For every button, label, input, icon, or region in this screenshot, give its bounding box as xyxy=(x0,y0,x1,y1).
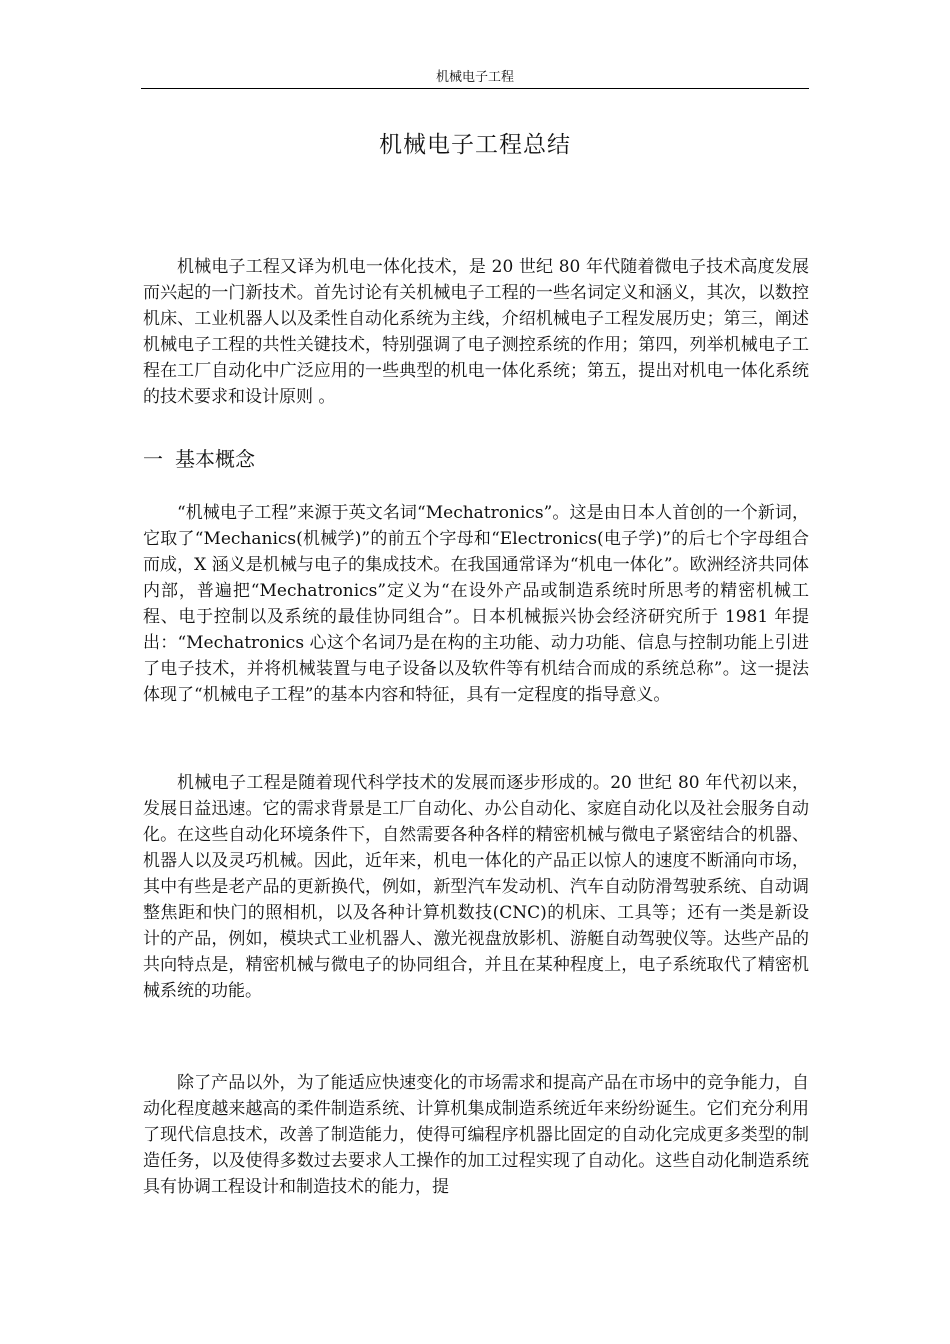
section-number: 一 xyxy=(143,447,163,471)
header-rule xyxy=(141,88,809,89)
section-heading xyxy=(143,445,255,473)
body-paragraph: 机械电子工程是随着现代科学技术的发展而逐步形成的。20 世纪 80 年代初以来，发展日益迅速。它的需求背景是工厂自动化、办公自动化、家庭自动化以及社会服务自动化。在这些自动化环境条件下，自然需要各种各样的精密机械与微电子紧密结合的机器、机器人以及灵巧机械。因此，近年来，机电一体化的产品正以惊人的速度不断涌向市场，其中有些是老产品的更新换代，例如，新型汽车发动机、汽车自动防滑驾驶系统、自动调整焦距和快门的照相机，以及各种计算机数技(CNC)的机床、工具等；还有一类是新设计的产品，例如，模块式工业机器人、激光视盘放影机、游艇自动驾驶仪等。达些产品的共向特点是，精密机械与微电子的协同组合，并且在某种程度上，电子系统取代了精密机械系统的功能。 xyxy=(143,773,809,1001)
section-title: 基本概念 xyxy=(175,447,255,471)
body-paragraph: “机械电子工程”来源于英文名词“Mechatronics”。这是由日本人首创的一个新词，它取了“Mechanics(机械学)”的前五个字母和“Electronics(电子学)”的后七个字母组合而成，X 涵义是机械与电子的集成技术。在我国通常译为“机电一体化”。欧洲经济共同体内部，普遍把“Mechatronics”定义为“在设外产品或制造系统时所思考的精密机械工程、电于控制以及系统的最佳协同组合”。日本机械振兴协会经济研究所于 1981 年提出：“Mechatronics 心这个名词乃是在构的主功能、动力功能、信息与控制功能上引进了电子技术，并将机械装置与电子设备以及软件等有机结合而成的系统总称”。这一提法体现了“机械电子工程”的基本内容和特征，具有一定程度的指导意义。 xyxy=(143,503,809,705)
running-header: 机械电子工程 xyxy=(435,70,514,85)
document-title: 机械电子工程总结 xyxy=(379,132,571,158)
abstract-paragraph: 机械电子工程又译为机电一体化技术，是 20 世纪 80 年代随着微电子技术高度发展而兴起的一门新技术。首先讨论有关机械电子工程的一些名词定义和涵义，其次，以数控机床、工业机器人以及柔性自动化系统为主线，介绍机械电子工程发展历史；第三，阐述机械电子工程的共性关键技术，特别强调了电子测控系统的作用；第四，列举机械电子工程在工厂自动化中广泛应用的一些典型的机电一体化系统；第五，提出对机电一体化系统的技术要求和设计原则 。 xyxy=(143,257,809,407)
body-paragraph: 除了产品以外，为了能适应快速变化的市场需求和提高产品在市场中的竞争能力，自动化程度越来越高的柔件制造系统、计算机集成制造系统近年来纷纷诞生。它们充分利用了现代信息技术，改善了制造能力，使得可编程序机器比固定的自动化完成更多类型的制造任务，以及使得多数过去要求人工操作的加工过程实现了自动化。这些自动化制造系统具有协调工程设计和制造技术的能力，提 xyxy=(143,1073,809,1197)
